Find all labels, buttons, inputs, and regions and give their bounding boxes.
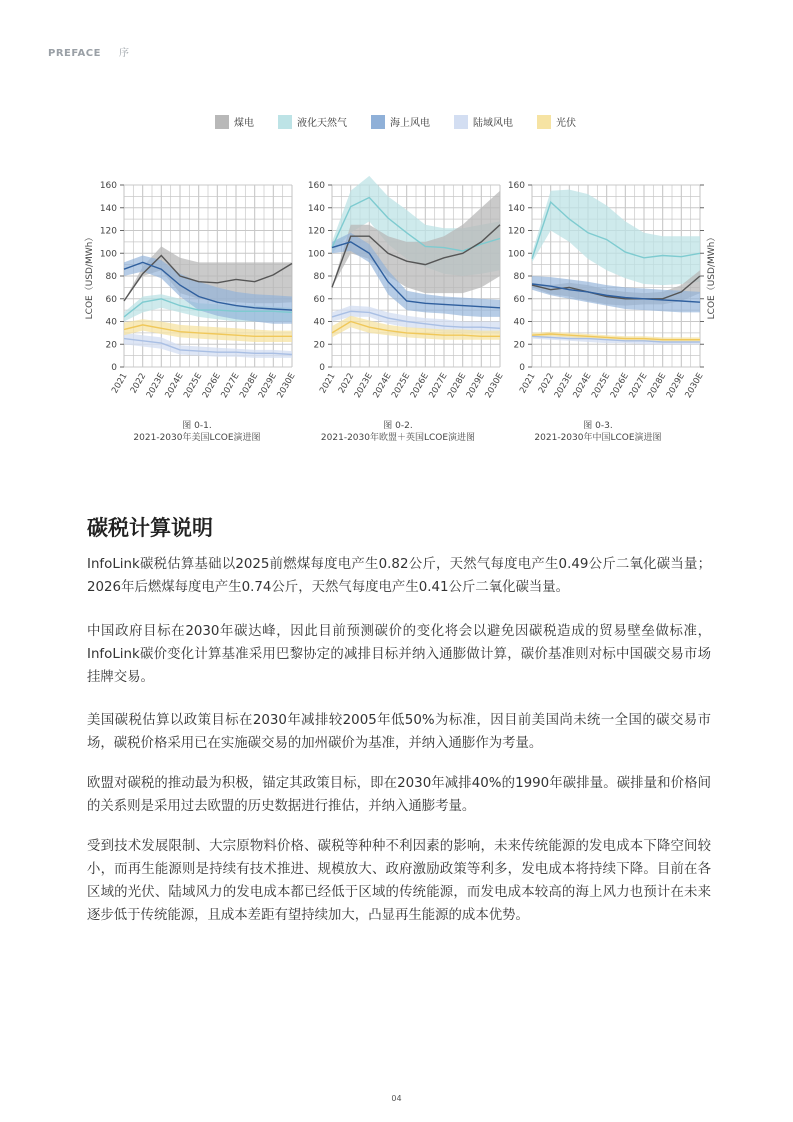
y-tick-label: 160 [307,181,325,191]
y-tick-label: 20 [513,340,525,351]
caption-number: 图 0-2. [383,421,413,431]
legend-label: 煤电 [234,118,254,129]
x-tick-label: 2028E [238,371,261,400]
y-tick-label: 0 [519,363,525,373]
caption-title: 2021-2030年欧盟＋英国LCOE演进图 [320,433,476,443]
x-tick-label: 2023E [144,371,167,400]
x-tick-label: 2024E [163,371,186,400]
x-tick-label: 2026E [200,371,223,400]
y-tick-label: 80 [513,272,525,282]
x-tick-label: 2027E [219,371,242,400]
chart-eu-uk-lcoe [290,170,510,410]
y-tick-label: 20 [105,340,117,351]
x-tick-label: 2030E [683,371,706,400]
x-tick-label: 2026E [408,371,431,400]
caption-number: 图 0-1. [182,421,212,431]
y-tick-label: 60 [313,294,325,305]
y-tick-label: 160 [507,181,525,191]
section-title: 碳税计算说明 [87,516,213,540]
y-tick-label: 120 [307,226,325,237]
y-tick-label: 140 [507,203,525,214]
x-tick-label: 2029E [464,371,487,400]
y-tick-label: 120 [507,226,525,237]
x-tick-label: 2023E [352,371,375,400]
y-tick-label: 0 [111,363,117,373]
caption-chart-us [87,420,307,444]
y-tick-label: 40 [313,317,325,328]
legend-label: 陆域风电 [473,118,513,129]
paragraph-outlook: 受到技术发展限制、大宗原物料价格、碳税等种种不利因素的影响，未来传统能源的发电成本下降空间较小，而再生能源则是持续有技术推进、规模放大、政府激励政策等利多，发电成本将持续下降。目前在各区域的光伏、陆域风力的发电成本都已经低于区域的传统能源，而发电成本较高的海上风力也预计在未来逐步低于传统能源，且成本差距有望持续加大，凸显再生能源的成本优势。 [87,839,711,923]
chart-china-lcoe [490,170,720,410]
page-header [48,44,129,59]
legend-swatch [371,115,385,129]
x-tick-label: 2025E [390,371,413,400]
legend-item-solar [537,114,576,129]
x-tick-label: 2027E [427,371,450,400]
x-tick-label: 2028E [446,371,469,400]
x-tick-label: 2025E [182,371,205,400]
y-tick-label: 120 [99,226,117,237]
x-tick-label: 2022 [336,371,357,396]
y-tick-label: 100 [507,249,525,260]
legend-item-coal [215,114,254,129]
y-axis-title: LCOE（USD/MWh） [85,232,95,320]
header-en: PREFACE [48,48,101,59]
x-tick-label: 2022 [128,371,149,396]
paragraph-china-policy: 中国政府目标在2030年碳达峰，因此目前预测碳价的变化将会以避免因碳税造成的贸易壁垒做标准，InfoLink碳价变化计算基准采用巴黎协定的减排目标并纳入通膨做计算，碳价基准则对标中国碳交易市场挂牌交易。 [87,624,711,685]
paragraph-us-policy: 美国碳税估算以政策目标在2030年减排较2005年低50%为标准，因目前美国尚未统一全国的碳交易市场，碳税价格采用已在实施碳交易的加州碳价为基准，并纳入通膨作为考量。 [87,713,711,751]
x-tick-label: 2030E [483,371,506,400]
x-tick-label: 2029E [256,371,279,400]
x-tick-label: 2029E [664,371,687,400]
caption-title: 2021-2030年中国LCOE演进图 [534,433,662,443]
caption-title: 2021-2030年美国LCOE演进图 [133,433,261,443]
y-tick-label: 20 [313,340,325,351]
chart-us-lcoe [82,170,302,410]
caption-chart-china [488,420,708,444]
chart-legend [215,114,600,129]
y-tick-label: 60 [105,294,117,305]
paragraph-carbon-basis: InfoLink碳税估算基础以2025前燃煤每度电产生0.82公斤，天然气每度电产生0.49公斤二氧化碳当量；2026年后燃煤每度电产生0.74公斤，天然气每度电产生0.41公斤二氧化碳当量。 [87,557,711,595]
x-tick-label: 2024E [371,371,394,400]
y-tick-label: 100 [307,249,325,260]
x-tick-label: 2024E [571,371,594,400]
x-tick-label: 2021 [518,371,538,396]
x-tick-label: 2027E [627,371,650,400]
legend-item-onshore [454,114,513,129]
y-tick-label: 40 [105,317,117,328]
y-tick-label: 80 [105,272,117,282]
x-tick-label: 2030E [275,371,298,400]
caption-chart-eu [288,420,508,444]
y-tick-label: 40 [513,317,525,328]
y-tick-label: 160 [99,181,117,191]
legend-label: 海上风电 [390,118,430,129]
legend-label: 光伏 [556,118,576,129]
x-tick-label: 2021 [318,371,338,396]
legend-swatch [278,115,292,129]
y-tick-label: 140 [99,203,117,214]
paragraph-eu-policy: 欧盟对碳税的推动最为积极，锚定其政策目标，即在2030年减排40%的1990年碳排量。碳排量和价格间的关系则是采用过去欧盟的历史数据进行推估，并纳入通膨考量。 [87,776,711,814]
y-axis-title: LCOE（USD/MWh） [707,232,717,320]
x-tick-label: 2021 [110,371,130,396]
y-tick-label: 0 [319,363,325,373]
page-number: 04 [391,1094,402,1103]
x-tick-label: 2026E [608,371,631,400]
legend-swatch [215,115,229,129]
x-tick-label: 2025E [590,371,613,400]
legend-swatch [454,115,468,129]
x-tick-label: 2023E [552,371,575,400]
x-tick-label: 2028E [646,371,669,400]
legend-label: 液化天然气 [297,118,347,129]
y-tick-label: 60 [513,294,525,305]
header-zh: 序 [118,48,130,59]
legend-item-offshore [371,114,430,129]
legend-swatch [537,115,551,129]
y-tick-label: 80 [313,272,325,282]
legend-item-lng [278,114,347,129]
y-tick-label: 100 [99,249,117,260]
caption-number: 图 0-3. [583,421,613,431]
x-tick-label: 2022 [536,371,557,396]
y-tick-label: 140 [307,203,325,214]
